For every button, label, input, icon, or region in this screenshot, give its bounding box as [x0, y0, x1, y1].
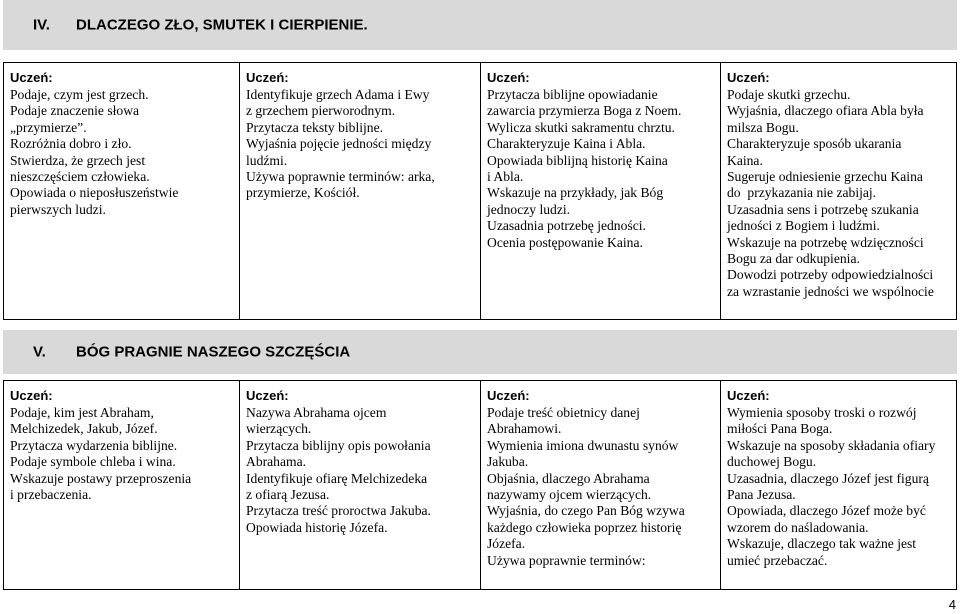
- outcome-text-line: za wzrastanie jedności we wspólnocie: [727, 283, 934, 299]
- outcome-text-line: Charakteryzuje sposób ukarania: [727, 136, 902, 152]
- section-5-title: BÓG PRAGNIE NASZEGO SZCZĘŚCIA: [76, 343, 351, 361]
- outcome-text-line: i przebaczenia.: [10, 487, 92, 503]
- outcome-text-line: Ocenia postępowanie Kaina.: [487, 234, 643, 250]
- column-header: Uczeń:: [10, 70, 53, 85]
- outcome-text-line: Pana Jezusa.: [727, 487, 796, 503]
- outcome-text-line: Opowiada historię Józefa.: [246, 519, 388, 535]
- outcome-text-line: Przytacza teksty biblijne.: [246, 119, 384, 135]
- outcome-text-line: i Abla.: [487, 169, 524, 185]
- outcome-text-line: Objaśnia, dlaczego Abrahama: [487, 470, 650, 486]
- outcome-text-line: Nazywa Abrahama ojcem: [246, 405, 387, 420]
- outcome-text-line: miłości Pana Boga.: [727, 421, 833, 437]
- outcome-text-line: Przytacza treść proroctwa Jakuba.: [246, 503, 431, 519]
- outcome-text-line: każdego człowieka poprzez historię: [487, 519, 682, 535]
- outcome-text-line: Józefa.: [487, 536, 526, 552]
- outcome-text-line: Podaje skutki grzechu.: [727, 87, 851, 102]
- column-header: Uczeń:: [727, 70, 770, 85]
- outcome-text-line: Wymienia sposoby troski o rozwój: [727, 405, 917, 420]
- outcome-text-line: „przymierze”.: [10, 119, 87, 135]
- outcome-text-line: milsza Bogu.: [727, 119, 799, 135]
- outcome-text-line: wzorem do naśladowania.: [727, 519, 869, 535]
- section-4-number: IV.: [33, 16, 50, 34]
- section-4-column-4: [721, 63, 957, 320]
- outcome-text-line: Dowodzi potrzeby odpowiedzialności: [727, 267, 934, 283]
- outcome-text-line: zawarcia przymierza Boga z Noem.: [487, 103, 682, 119]
- outcome-text-line: Podaje, kim jest Abraham,: [10, 405, 154, 420]
- outcome-text-line: Wskazuje na potrzebę wdzięczności: [727, 234, 924, 250]
- outcome-text-line: Opowiada, dlaczego Józef może być: [727, 503, 926, 519]
- outcome-text-line: ludźmi.: [246, 152, 288, 168]
- outcome-text-line: Wskazuje postawy przeproszenia: [10, 470, 192, 486]
- outcome-text-line: Przytacza wydarzenia biblijne.: [10, 437, 178, 453]
- outcome-text-line: przymierze, Kościół.: [246, 185, 360, 201]
- outcome-text-line: jedności z Bogiem i ludźmi.: [727, 218, 880, 234]
- outcome-text-line: Używa poprawnie terminów:: [487, 552, 646, 568]
- outcome-text-line: Abrahama.: [246, 454, 307, 470]
- outcome-text-line: Identyfikuje ofiarę Melchizedeka: [246, 470, 428, 486]
- column-header: Uczeń:: [487, 70, 530, 85]
- outcome-text-line: Podaje treść obietnicy danej: [487, 405, 640, 420]
- outcome-text-line: jednoczy ludzi.: [487, 201, 571, 217]
- outcome-text-line: Stwierdza, że grzech jest: [10, 152, 146, 168]
- section-5-column-1: [3, 381, 240, 590]
- outcome-text-line: Wskazuje, dlaczego tak ważne jest: [727, 536, 917, 552]
- section-5-column-2: [240, 381, 481, 590]
- outcome-text-line: Rozróżnia dobro i zło.: [10, 136, 132, 152]
- section-5-number: V.: [33, 343, 46, 361]
- outcome-text-line: Uzasadnia, dlaczego Józef jest figurą: [727, 470, 929, 486]
- column-header: Uczeń:: [246, 70, 289, 85]
- outcome-text-line: do przykazania nie zabijaj.: [727, 185, 877, 201]
- outcome-text-line: Kaina.: [727, 152, 763, 168]
- column-header: Uczeń:: [10, 388, 53, 403]
- outcome-text-line: pierwszych ludzi.: [10, 201, 106, 217]
- outcome-text-line: umieć przebaczać.: [727, 552, 828, 568]
- outcome-text-line: Sugeruje odniesienie grzechu Kaina: [727, 169, 923, 185]
- outcome-text-line: Używa poprawnie terminów: arka,: [246, 169, 435, 185]
- outcome-text-line: duchowej Bogu.: [727, 454, 817, 470]
- section-5-header: [3, 330, 957, 374]
- section-5-column-4: [721, 381, 957, 590]
- outcome-text-line: Melchizedek, Jakub, Józef.: [10, 421, 158, 437]
- outcome-text-line: Opowiada biblijną historię Kaina: [487, 152, 668, 168]
- outcome-text-line: Wskazuje na przykłady, jak Bóg: [487, 185, 664, 201]
- outcome-text-line: Przytacza biblijny opis powołania: [246, 437, 431, 453]
- outcome-text-line: z grzechem pierworodnym.: [246, 103, 396, 119]
- outcome-text-line: Uzasadnia sens i potrzebę szukania: [727, 201, 919, 217]
- section-5-table: [3, 380, 957, 590]
- outcome-text-line: Identyfikuje grzech Adama i Ewy: [246, 87, 430, 102]
- section-4-column-2: [240, 63, 481, 320]
- outcome-text-line: Jakuba.: [487, 454, 529, 470]
- outcome-text-line: Podaje, czym jest grzech.: [10, 87, 149, 102]
- page-number: 4: [948, 597, 956, 612]
- outcome-text-line: nazywamy ojcem wierzących.: [487, 487, 652, 503]
- outcome-text-line: Wyjaśnia, do czego Pan Bóg wzywa: [487, 503, 685, 519]
- outcome-text-line: Bogu za dar odkupienia.: [727, 251, 860, 267]
- outcome-text-line: Podaje symbole chleba i wina.: [10, 454, 176, 470]
- outcome-text-line: Charakteryzuje Kaina i Abla.: [487, 136, 646, 152]
- outcome-text-line: z ofiarą Jezusa.: [246, 487, 330, 503]
- outcome-text-line: Wskazuje na sposoby składania ofiary: [727, 437, 936, 453]
- outcome-text-line: Wymienia imiona dwunastu synów: [487, 437, 679, 453]
- outcome-text-line: Opowiada o nieposłuszeństwie: [10, 185, 179, 201]
- outcome-text-line: Wyjaśnia, dlaczego ofiara Abla była: [727, 103, 924, 119]
- outcome-text-line: Podaje znaczenie słowa: [10, 103, 140, 119]
- outcome-text-line: Przytacza biblijne opowiadanie: [487, 87, 658, 102]
- column-header: Uczeń:: [487, 388, 530, 403]
- outcome-text-line: Abrahamowi.: [487, 421, 562, 437]
- section-4-table: [3, 62, 957, 320]
- outcome-text-line: Wyjaśnia pojęcie jedności między: [246, 136, 432, 152]
- column-header: Uczeń:: [727, 388, 770, 403]
- section-4-header: [3, 0, 957, 50]
- outcome-text-line: wierzących.: [246, 421, 312, 437]
- section-4-column-1: [3, 63, 240, 320]
- column-header: Uczeń:: [246, 388, 289, 403]
- outcome-text-line: nieszczęściem człowieka.: [10, 169, 150, 185]
- section-5-column-3: [481, 381, 721, 590]
- outcome-text-line: Wylicza skutki sakramentu chrztu.: [487, 119, 675, 135]
- section-4-title: DLACZEGO ZŁO, SMUTEK I CIERPIENIE.: [76, 16, 368, 34]
- outcome-text-line: Uzasadnia potrzebę jedności.: [487, 218, 646, 234]
- section-4-column-3: [481, 63, 721, 320]
